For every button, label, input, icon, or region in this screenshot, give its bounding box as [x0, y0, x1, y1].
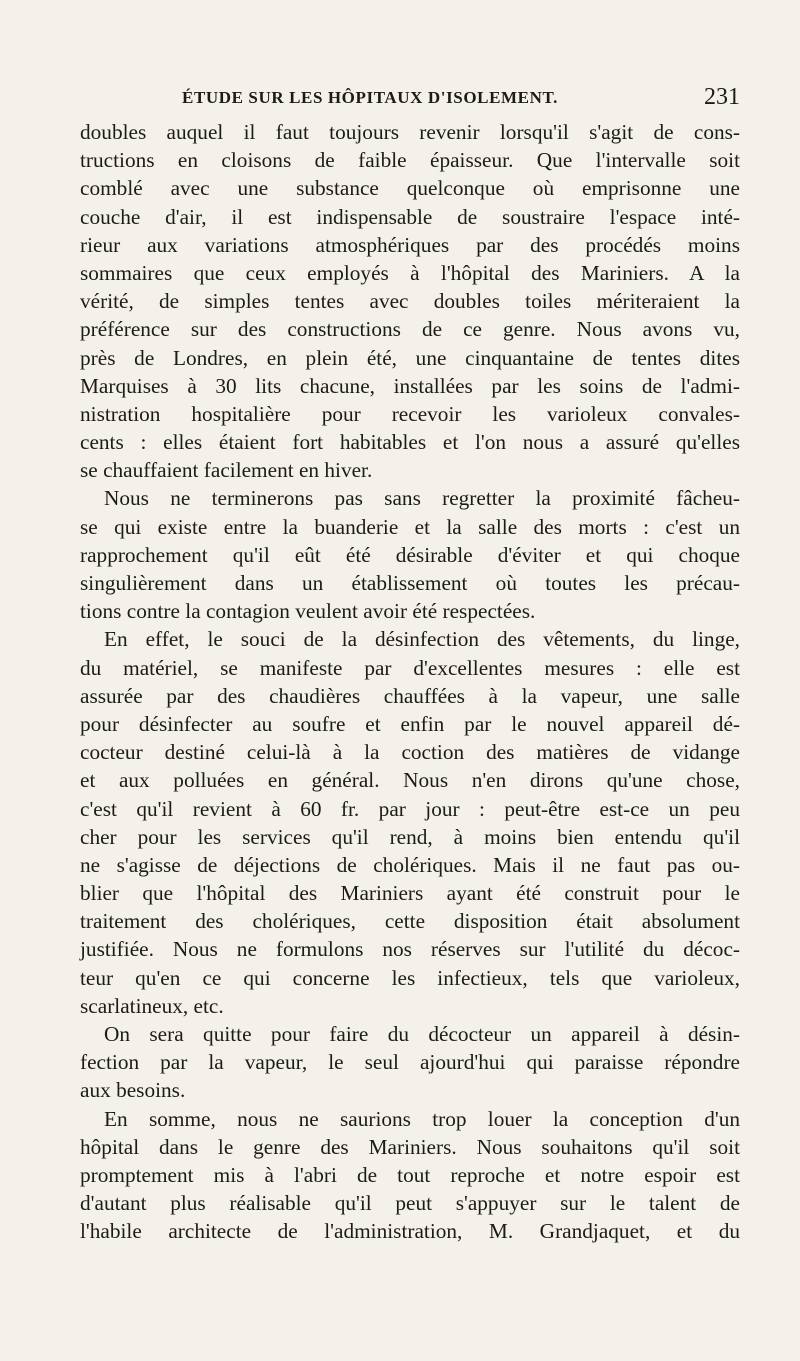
text-line: préférence sur des constructions de ce genre. Nous avons vu, [80, 317, 740, 342]
page-number: 231 [704, 84, 740, 110]
text-line: du matériel, se manifeste par d'excellentes mesures : elle est [80, 655, 740, 680]
text-line: justifiée. Nous ne formulons nos réserves sur l'utilité du décoc- [80, 937, 740, 962]
text-line: tions contre la contagion veulent avoir été respectées. [80, 599, 536, 624]
paragraph [80, 484, 740, 625]
text-line: près de Londres, en plein été, une cinquantaine de tentes dites [80, 345, 740, 370]
text-line: et aux polluées en général. Nous n'en dirons qu'une chose, [80, 768, 740, 793]
text-line: promptement mis à l'abri de tout reproche et notre espoir est [80, 1162, 740, 1187]
running-head [80, 84, 740, 118]
text-line: c'est qu'il revient à 60 fr. par jour : peut-être est-ce un peu [80, 796, 740, 821]
text-line: sommaires que ceux employés à l'hôpital des Mariniers. A la [80, 260, 740, 285]
paragraph [80, 1020, 740, 1105]
text-line: couche d'air, il est indispensable de soustraire l'espace inté- [80, 204, 740, 229]
text-line: doubles auquel il faut toujours revenir lorsqu'il s'agit de cons- [80, 120, 740, 144]
text-line: pour désinfecter au soufre et enfin par le nouvel appareil dé- [80, 711, 740, 736]
text-line: Marquises à 30 lits chacune, installées par les soins de l'admi- [80, 373, 740, 398]
text-line: rapprochement qu'il eût été désirable d'éviter et qui choque [80, 542, 740, 567]
text-line: assurée par des chaudières chauffées à la vapeur, une salle [80, 683, 740, 708]
text-line: singulièrement dans un établissement où toutes les précau- [80, 571, 740, 595]
text-line: se qui existe entre la buanderie et la salle des morts : c'est un [80, 514, 740, 539]
text-line: tructions en cloisons de faible épaisseur. Que l'intervalle soit [80, 148, 740, 173]
text-line: cocteur destiné celui-là à la coction des matières de vidange [80, 740, 740, 765]
paragraph [80, 118, 740, 484]
body-text [80, 118, 740, 1246]
paragraph [80, 625, 740, 1020]
text-line: vérité, de simples tentes avec doubles toiles mériteraient la [80, 289, 740, 314]
text-line: se chauffaient facilement en hiver. [80, 458, 373, 483]
text-line: aux besoins. [80, 1078, 186, 1103]
text-line: rieur aux variations atmosphériques par des procédés moins [80, 232, 740, 257]
text-line: d'autant plus réalisable qu'il peut s'appuyer sur le talent de [80, 1191, 740, 1216]
text-line: comblé avec une substance quelconque où emprisonne une [80, 176, 740, 201]
text-line: hôpital dans le genre des Mariniers. Nous souhaitons qu'il soit [80, 1134, 740, 1159]
text-line: traitement des cholériques, cette disposition était absolument [80, 909, 740, 934]
text-line: cher pour les services qu'il rend, à moins bien entendu qu'il [80, 824, 740, 849]
running-title: ÉTUDE SUR LES HÔPITAUX D'ISOLEMENT. [182, 88, 559, 107]
text-line: cents : elles étaient fort habitables et l'on nous a assuré qu'elles [80, 430, 740, 455]
text-line: ne s'agisse de déjections de cholériques. Mais il ne faut pas ou- [80, 852, 740, 877]
text-line: Nous ne terminerons pas sans regretter la proximité fâcheu- [104, 486, 740, 511]
text-line: teur qu'en ce qui concerne les infectieux, tels que varioleux, [80, 965, 740, 990]
text-line: blier que l'hôpital des Mariniers ayant été construit pour le [80, 881, 740, 906]
text-line: On sera quitte pour faire du décocteur un appareil à désin- [104, 1022, 740, 1046]
text-line: l'habile architecte de l'administration, M. Grandjaquet, et du [80, 1219, 740, 1244]
text-line: En effet, le souci de la désinfection des vêtements, du linge, [104, 627, 740, 652]
text-line: En somme, nous ne saurions trop louer la conception d'un [104, 1106, 740, 1131]
text-line: scarlatineux, etc. [80, 993, 224, 1018]
text-line: fection par la vapeur, le seul ajourd'hui qui paraisse répondre [80, 1050, 740, 1075]
paragraph [80, 1105, 740, 1246]
text-line: nistration hospitalière pour recevoir les varioleux convales- [80, 401, 740, 426]
